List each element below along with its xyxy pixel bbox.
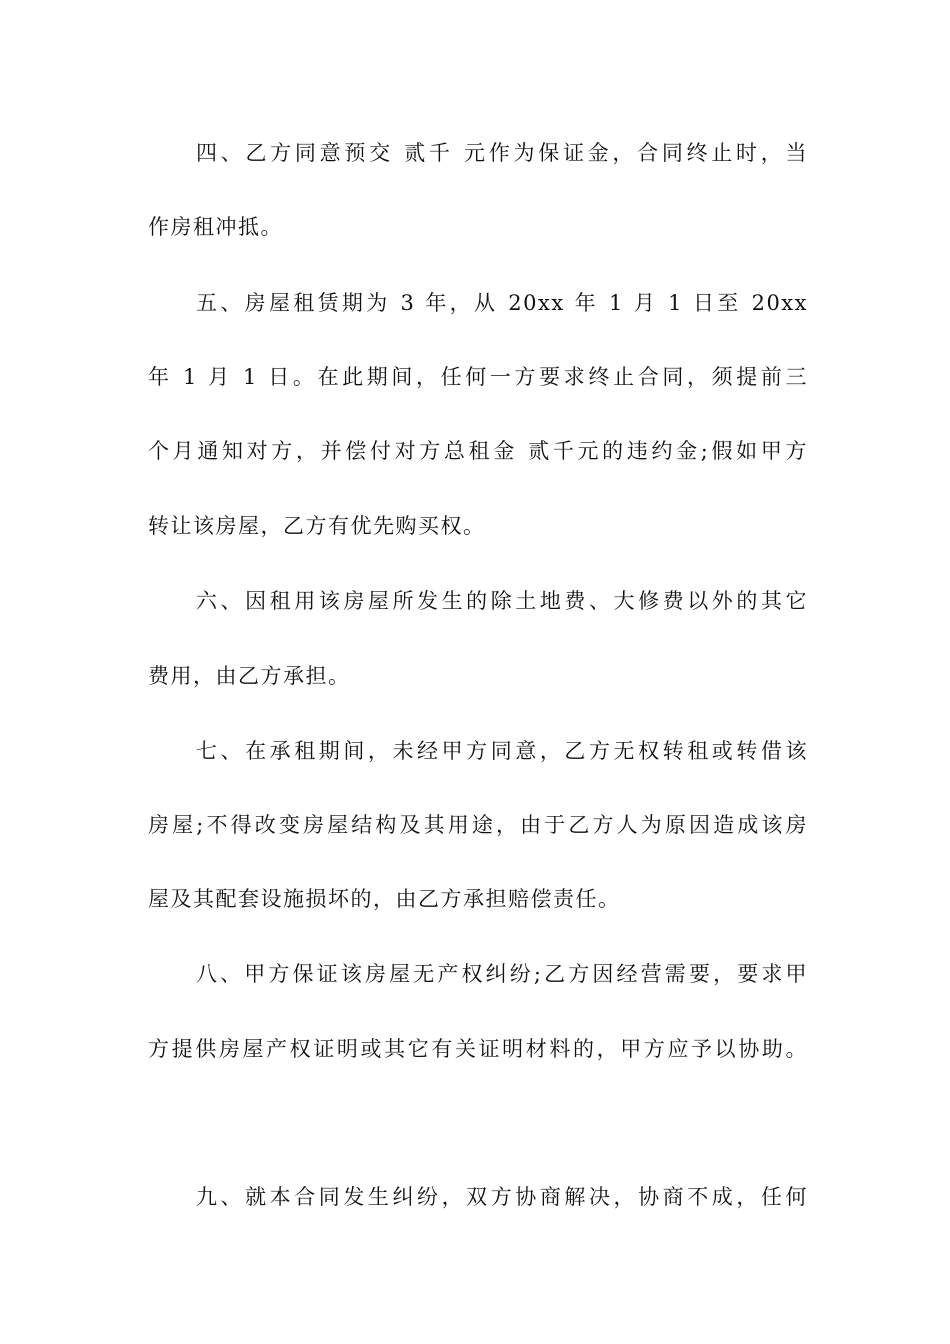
clause-5-line-1: 五、房屋租赁期为 3 年，从 20xx 年 1 月 1 日至 20xx (196, 291, 808, 315)
clause-4-line-1: 四、乙方同意预交 贰千 元作为保证金，合同终止时，当 (196, 141, 808, 165)
clause-9-line-1: 九、就本合同发生纠纷，双方协商解决，协商不成，任何 (196, 1185, 808, 1209)
clause-5-line-2: 年 1 月 1 日。在此期间，任何一方要求终止合同，须提前三 (148, 365, 808, 389)
clause-4-line-2: 作房租冲抵。 (148, 215, 283, 239)
clause-6-line-1: 六、因租用该房屋所发生的除土地费、大修费以外的其它 (196, 589, 808, 613)
clause-7-line-3: 屋及其配套设施损坏的，由乙方承担赔偿责任。 (148, 887, 621, 911)
clause-7-line-1: 七、在承租期间，未经甲方同意，乙方无权转租或转借该 (196, 739, 808, 763)
clause-5-line-3: 个月通知对方，并偿付对方总租金 贰千元的违约金;假如甲方 (148, 439, 808, 463)
clause-8-line-2: 方提供房屋产权证明或其它有关证明材料的，甲方应予以协助。 (148, 1037, 808, 1061)
clause-7-line-2: 房屋;不得改变房屋结构及其用途，由于乙方人为原因造成该房 (148, 813, 808, 837)
clause-6-line-2: 费用，由乙方承担。 (148, 664, 351, 688)
clause-5-line-4: 转让该房屋，乙方有优先购买权。 (148, 514, 486, 538)
clause-8-line-1: 八、甲方保证该房屋无产权纠纷;乙方因经营需要，要求甲 (196, 962, 808, 986)
